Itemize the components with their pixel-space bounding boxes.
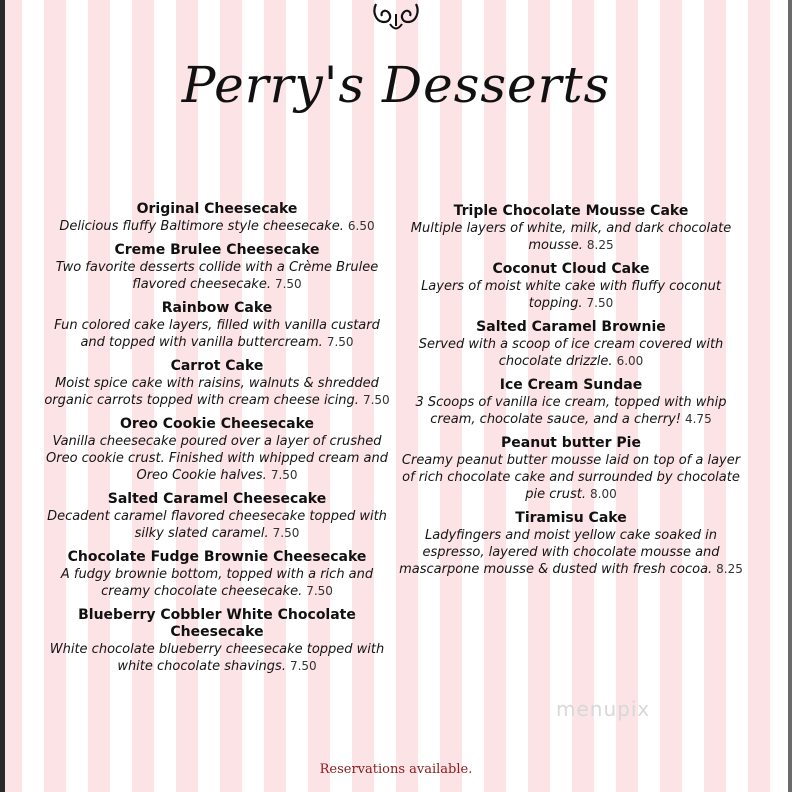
menu-item-description: Decadent caramel flavored cheesecake topped with silky slated caramel. 7.50 [47, 509, 387, 541]
menu-item [396, 203, 746, 254]
reservations-note: Reservations available. [319, 762, 473, 777]
menu-item-name: Peanut butter Pie [501, 435, 641, 451]
menu-item-description: A fudgy brownie bottom, topped with a rich and creamy chocolate cheesecake. 7.50 [60, 567, 374, 599]
page-title: Perry's Desserts [181, 56, 611, 114]
menu-item-description: Two favorite desserts collide with a Crème Brulee flavored cheesecake. 7.50 [55, 260, 379, 292]
menu-item-name: Salted Caramel Cheesecake [107, 491, 327, 507]
menu-item-description: Vanilla cheesecake poured over a layer of crushed Oreo cookie crust. Finished with whipped cream and Oreo Cookie halves. 7.50 [46, 434, 388, 483]
menu-item-price: 7.50 [326, 335, 354, 349]
menu-item [396, 261, 746, 312]
menu-item [396, 377, 746, 428]
menu-item-price: 8.25 [586, 238, 614, 252]
menu-item-price: 6.50 [347, 219, 375, 233]
menu-item-price: 6.00 [616, 354, 644, 368]
menu-item-name: Carrot Cake [170, 358, 264, 374]
menu-item [42, 607, 392, 675]
menu-item-description: Multiple layers of white, milk, and dark chocolate mousse. 8.25 [410, 221, 732, 253]
menu-item-description: White chocolate blueberry cheesecake topped with white chocolate shavings. 7.50 [49, 642, 385, 674]
menu-item [42, 300, 392, 351]
menu-item-price: 7.50 [289, 659, 317, 673]
menu-item [42, 201, 392, 235]
menu-item-name: Coconut Cloud Cake [492, 261, 650, 277]
menu-item-name: Salted Caramel Brownie [476, 319, 666, 335]
menu-column-right [396, 203, 746, 585]
menu-item [42, 416, 392, 484]
menu-item [396, 319, 746, 370]
menu-item [396, 435, 746, 503]
menu-item-price: 8.25 [716, 562, 743, 576]
menu-item [42, 491, 392, 542]
menu-column-left [42, 201, 392, 682]
watermark-logo: menupix [556, 697, 651, 721]
menu-item-description: Fun colored cake layers, filled with vanilla custard and topped with vanilla buttercream. 7.50 [54, 318, 380, 350]
menu-item-name: Blueberry Cobbler White Chocolate Cheesecake [78, 607, 356, 640]
menu-item-name: Ice Cream Sundae [499, 377, 643, 393]
menu-item-price: 7.50 [274, 277, 302, 291]
menu-item [42, 358, 392, 409]
menu-item-description: Ladyfingers and moist yellow cake soaked in espresso, layered with chocolate mousse and mascarpone mousse & dusted with fresh cocoa. 8.25 [399, 528, 743, 577]
menu-item [42, 549, 392, 600]
menu-item-name: Triple Chocolate Mousse Cake [453, 203, 689, 219]
menu-item-name: Tiramisu Cake [515, 510, 627, 526]
menu-item-price: 7.50 [362, 393, 390, 407]
menu-item-description: Layers of moist white cake with fluffy coconut topping. 7.50 [421, 279, 721, 311]
left-edge-border [0, 0, 5, 792]
menu-item-description: Moist spice cake with raisins, walnuts & shredded organic carrots topped with cream cheese icing. 7.50 [44, 376, 390, 408]
menu-item-description: Delicious fluffy Baltimore style cheesecake. 6.50 [59, 219, 375, 234]
menu-item-price: 7.50 [586, 296, 614, 310]
menu-item-price: 4.75 [684, 412, 712, 426]
menu-item-description: Creamy peanut butter mousse laid on top of a layer of rich chocolate cake and surrounded by chocolate pie crust. 8.00 [401, 453, 741, 502]
ornament-flourish-icon [366, 0, 426, 32]
menu-item-price: 7.50 [270, 468, 298, 482]
menu-item [396, 510, 746, 578]
menu-item-description: Served with a scoop of ice cream covered with chocolate drizzle. 6.00 [418, 337, 724, 369]
menu-item-name: Oreo Cookie Cheesecake [119, 416, 315, 432]
menu-item-price: 8.00 [590, 487, 617, 501]
menu-item [42, 242, 392, 293]
menu-item-name: Creme Brulee Cheesecake [114, 242, 320, 258]
menu-item-name: Original Cheesecake [136, 201, 298, 217]
menu-item-price: 7.50 [306, 584, 333, 598]
menu-item-price: 7.50 [272, 526, 300, 540]
menu-item-name: Rainbow Cake [161, 300, 273, 316]
menu-item-name: Chocolate Fudge Brownie Cheesecake [67, 549, 367, 565]
menu-item-description: 3 Scoops of vanilla ice cream, topped with whip cream, chocolate sauce, and a cherry! 4.75 [415, 395, 727, 427]
right-edge-border [788, 0, 792, 792]
